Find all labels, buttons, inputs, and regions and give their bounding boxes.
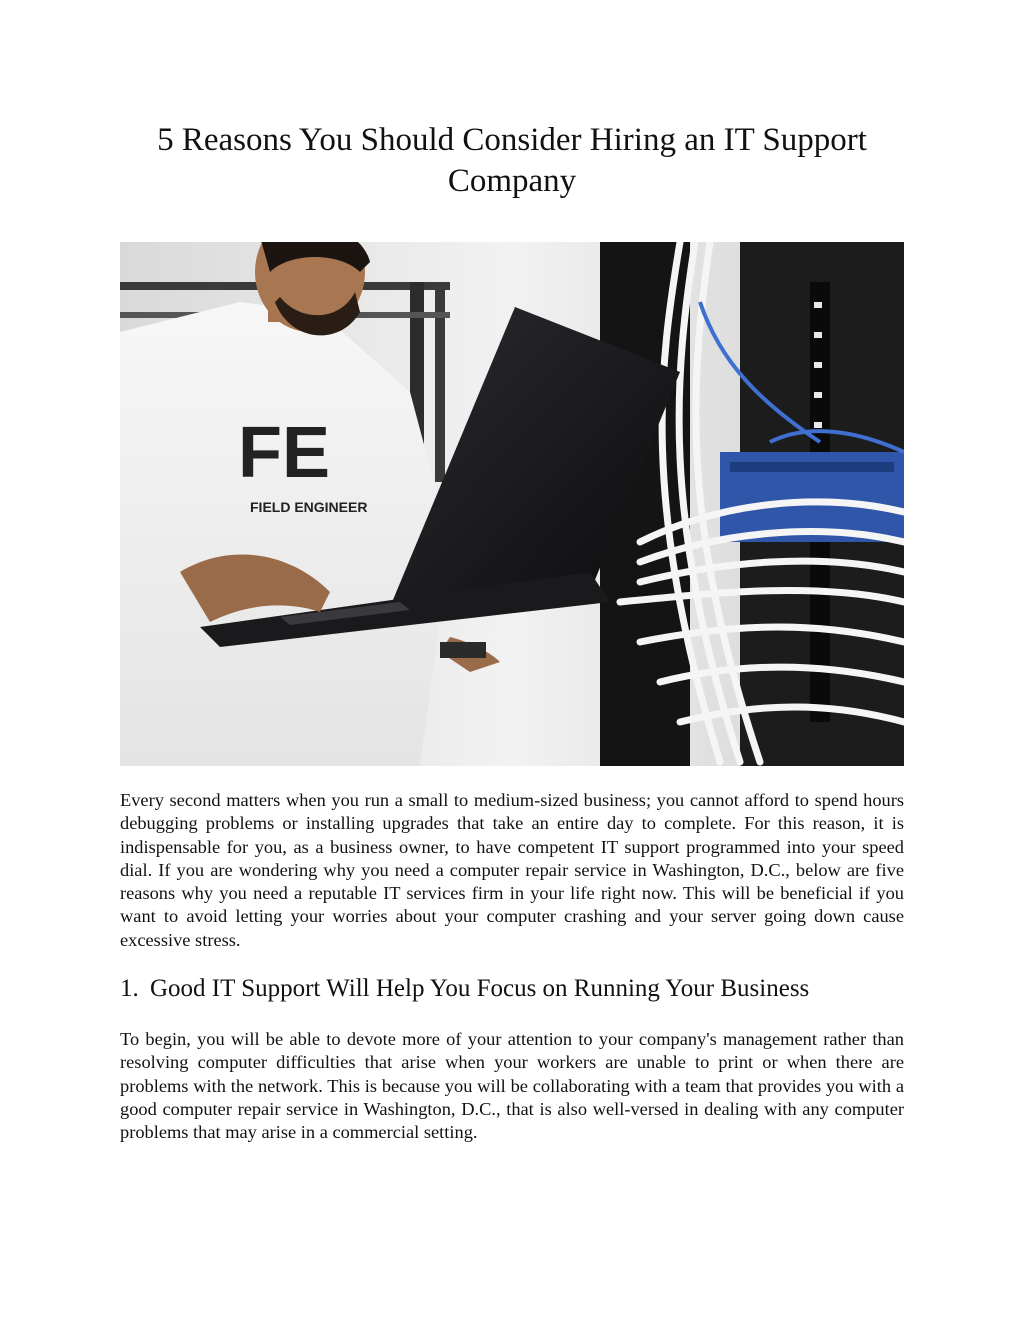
hero-image	[120, 242, 904, 766]
shirt-logo: FE	[238, 413, 331, 493]
section-number: 1.	[120, 975, 139, 1002]
page-title: 5 Reasons You Should Consider Hiring an IT Support Company	[157, 122, 867, 199]
section-body: To begin, you will be able to devote more of your attention to your company's management rather than resolving computer difficulties that arise when your workers are unable to print or when there are problems with the network. This is because you will be collaborating with a team that provides you with a good computer repair service in Washington, D.C., that is also well-versed in dealing with any computer problems that may arise in a commercial setting.	[120, 1029, 904, 1143]
section-heading-text: Good IT Support Will Help You Focus on Running Your Business	[150, 975, 810, 1002]
shirt-caption: FIELD ENGINEER	[250, 499, 368, 515]
intro-paragraph: Every second matters when you run a small to medium-sized business; you cannot afford to spend hours debugging problems or installing upgrades that take an entire day to complete. For this reason, it is indispensable for you, as a business owner, to have competent IT support programmed into your speed dial. If you are wondering why you need a computer repair service in Washington, D.C., below are five reasons why you need a reputable IT services firm in your life right now. This will be beneficial if you want to avoid letting your worries about your computer crashing and your server going down cause excessive stress.	[120, 790, 904, 950]
section-heading	[120, 973, 904, 1005]
